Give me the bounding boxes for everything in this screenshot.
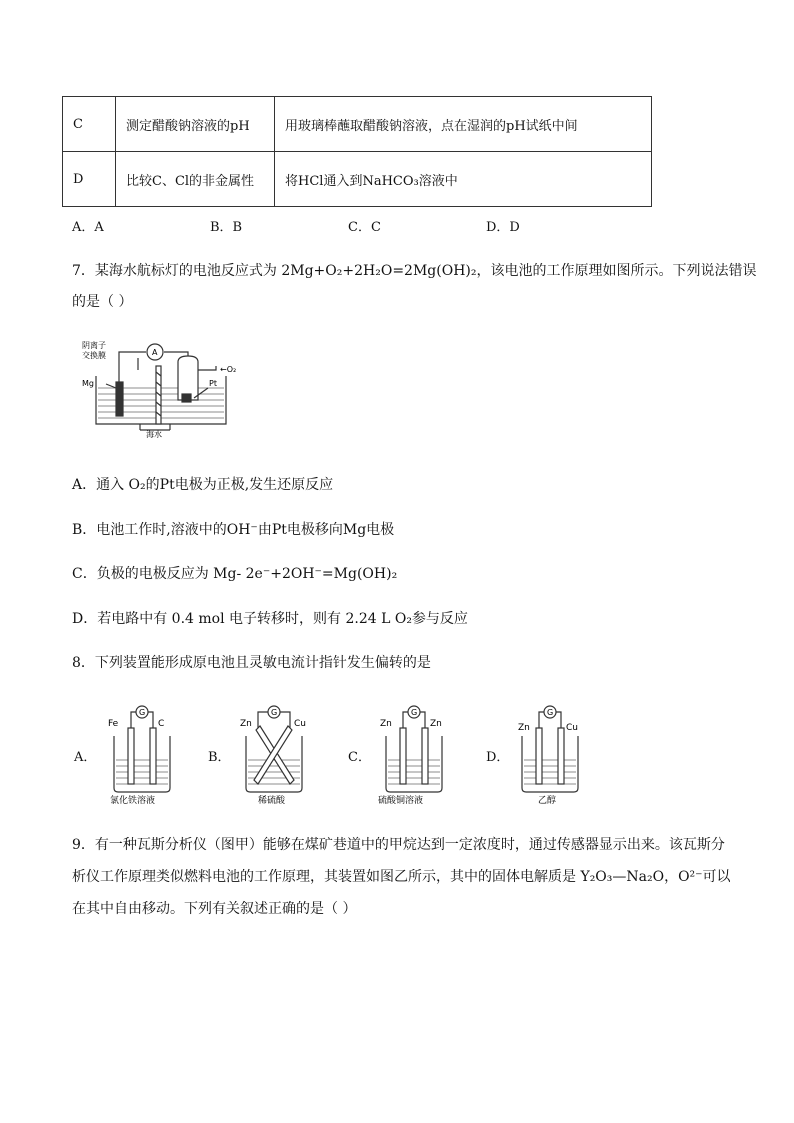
electrode-left: Fe — [108, 719, 119, 729]
pt-electrode — [182, 394, 191, 402]
table-cell-operation: 用玻璃棒蘸取醋酸钠溶液，点在湿润的pH试纸中间 — [275, 97, 652, 152]
q8-option-c-label[interactable]: C． — [348, 750, 371, 765]
q9-line2: 析仪工作原理类似燃料电池的工作原理，其装置如图乙所示，其中的固体电解质是 Y₂O₃—Na₂O，O²⁻可以 — [72, 869, 731, 885]
q7-option-a[interactable]: A．通入 O₂的Pt电极为正极,发生还原反应 — [72, 477, 334, 493]
solution-label: 乙醇 — [538, 796, 557, 804]
galvanometer-label: G — [139, 708, 146, 717]
q7-option-c[interactable]: C．负极的电极反应为 Mg- 2e⁻+2OH⁻=Mg(OH)₂ — [72, 566, 398, 582]
electrode-right: Cu — [294, 719, 306, 729]
electrode-right: Zn — [430, 719, 442, 729]
label-pt: Pt — [209, 379, 217, 388]
table-row — [63, 152, 652, 207]
q8-device-c — [376, 704, 456, 804]
q6-choice-b[interactable]: B．B — [210, 220, 243, 235]
solution-label: 氯化铁溶液 — [110, 796, 156, 804]
galvanometer-label: G — [271, 708, 278, 717]
q7-option-b[interactable]: B．电池工作时,溶液中的OH⁻由Pt电极移向Mg电极 — [72, 522, 395, 538]
label-membrane-2: 交换膜 — [82, 351, 106, 360]
q6-choice-d[interactable]: D．D — [486, 220, 520, 235]
q7-option-d[interactable]: D．若电路中有 0.4 mol 电子转移时，则有 2.24 L O₂参与反应 — [72, 611, 468, 627]
table-cell-purpose: 比较C、Cl的非金属性 — [116, 152, 275, 207]
label-o2: ←O₂ — [220, 365, 237, 374]
table-cell-operation: 将HCl通入到NaHCO₃溶液中 — [275, 152, 652, 207]
mg-electrode — [116, 382, 123, 416]
electrode-right: Cu — [566, 723, 578, 733]
solution-label: 稀硫酸 — [258, 796, 286, 804]
experiment-table — [62, 96, 652, 207]
q7-battery-figure — [78, 338, 248, 438]
ammeter-label: A — [152, 348, 158, 357]
electrode-left: Zn — [518, 723, 530, 733]
q8-device-a — [104, 704, 184, 804]
q8-option-d-label[interactable]: D． — [486, 750, 510, 765]
q8-option-b-label[interactable]: B． — [208, 750, 231, 765]
electrode-left: Zn — [240, 719, 252, 729]
q8-device-b — [236, 704, 316, 804]
label-membrane-1: 阴离子 — [82, 341, 106, 350]
q8-device-d — [512, 704, 592, 804]
electrode-right: C — [158, 719, 165, 729]
q7-stem-line2: 的是（ ） — [72, 294, 133, 310]
q7-stem-line1: 7．某海水航标灯的电池反应式为 2Mg+O₂+2H₂O=2Mg(OH)₂，该电池的工作原理如图所示。下列说法错误 — [72, 263, 757, 279]
q8-option-a-label[interactable]: A． — [74, 750, 97, 765]
galvanometer-label: G — [547, 708, 554, 717]
solution-label: 硫酸铜溶液 — [378, 796, 424, 804]
electrode-left: Zn — [380, 719, 392, 729]
q9-line1: 9．有一种瓦斯分析仪（图甲）能够在煤矿巷道中的甲烷达到一定浓度时，通过传感器显示出来。该瓦斯分 — [72, 837, 725, 853]
q8-stem: 8．下列装置能形成原电池且灵敏电流计指针发生偏转的是 — [72, 655, 431, 671]
label-mg: Mg — [82, 379, 94, 388]
table-cell-option: C — [63, 97, 116, 152]
q6-choice-c[interactable]: C．C — [348, 220, 381, 235]
galvanometer-label: G — [411, 708, 418, 717]
table-cell-purpose: 测定醋酸钠溶液的pH — [116, 97, 275, 152]
label-seawater: 海水 — [146, 430, 162, 438]
q9-line3: 在其中自由移动。下列有关叙述正确的是（ ） — [72, 901, 357, 917]
table-row — [63, 97, 652, 152]
table-cell-option: D — [63, 152, 116, 207]
q6-choice-a[interactable]: A．A — [72, 220, 104, 235]
